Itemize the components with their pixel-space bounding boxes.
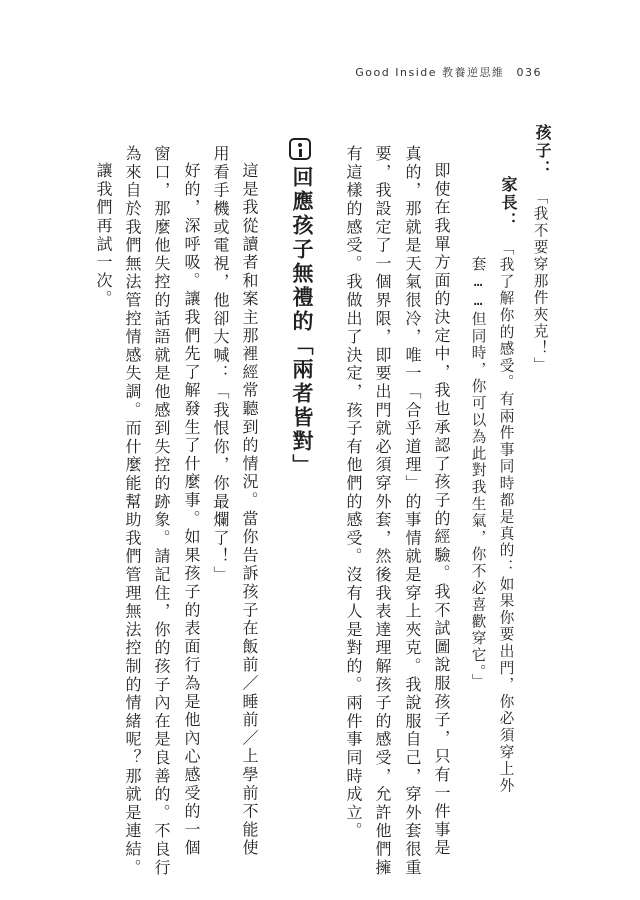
child-speaker-label: 孩子： — [533, 124, 552, 178]
parent-dialogue-line: 「我了解你的感受。有兩件事同時都是真的：如果你要出門，你必須穿上外 — [497, 240, 515, 795]
paragraph-line: 為來自於我們無法管控情感失調。而什麼能幫助我們管理無法控制的情緒呢？那就是連結。 — [123, 145, 142, 877]
paragraph-line: 讓我們再試一次。 — [94, 162, 113, 309]
paragraph-line: 要，我設定了一個界限，即要出門就必須穿外套，然後我表達理解孩子的感受，允許他們擁 — [373, 145, 392, 877]
paragraph-line: 這是我從讀者和案主那裡經常聽到的情況。當你告訴孩子在飯前／睡前／上學前不能使 — [240, 162, 259, 858]
parent-dialogue-line: 套……但同時，你可以為此對我生氣，你不必喜歡穿它。」 — [469, 256, 487, 691]
parent-speaker-label: 家長： — [499, 176, 518, 230]
section-heading-text: 回應孩子無禮的「兩者皆對」 — [290, 166, 314, 478]
page-number: 036 — [516, 66, 542, 79]
section-heading — [280, 138, 320, 478]
paragraph-line: 有這樣的感受。我做出了決定，孩子有他們的感受。沒有人是對的。兩件事同時成立。 — [344, 145, 363, 841]
paragraph-line: 即使在我單方面的決定中，我也承認了孩子的經驗。我不試圖說服孩子，只有一件事是 — [432, 162, 451, 858]
book-title: Good Inside 教養逆思維 — [355, 66, 505, 79]
paragraph-line: 真的，那就是天氣很冷，唯一「合乎道理」的事情就是穿上夾克。我說服自己，穿外套很重 — [403, 145, 422, 877]
paragraph-line: 窗口，那麼他失控的話語就是他感到失控的跡象。請記住，你的孩子內在是良善的。不良行 — [152, 145, 171, 877]
paragraph-line: 好的，深呼吸。讓我們先了解發生了什麼事。如果孩子的表面行為是他內心感受的一個 — [182, 162, 201, 858]
paragraph-line: 用看手機或電視，他卻大喊：「我恨你，你最爛了！」 — [211, 145, 230, 585]
info-icon — [289, 138, 311, 160]
child-dialogue-line: 「我不要穿那件夾克！」 — [531, 189, 549, 374]
running-header — [355, 64, 542, 80]
